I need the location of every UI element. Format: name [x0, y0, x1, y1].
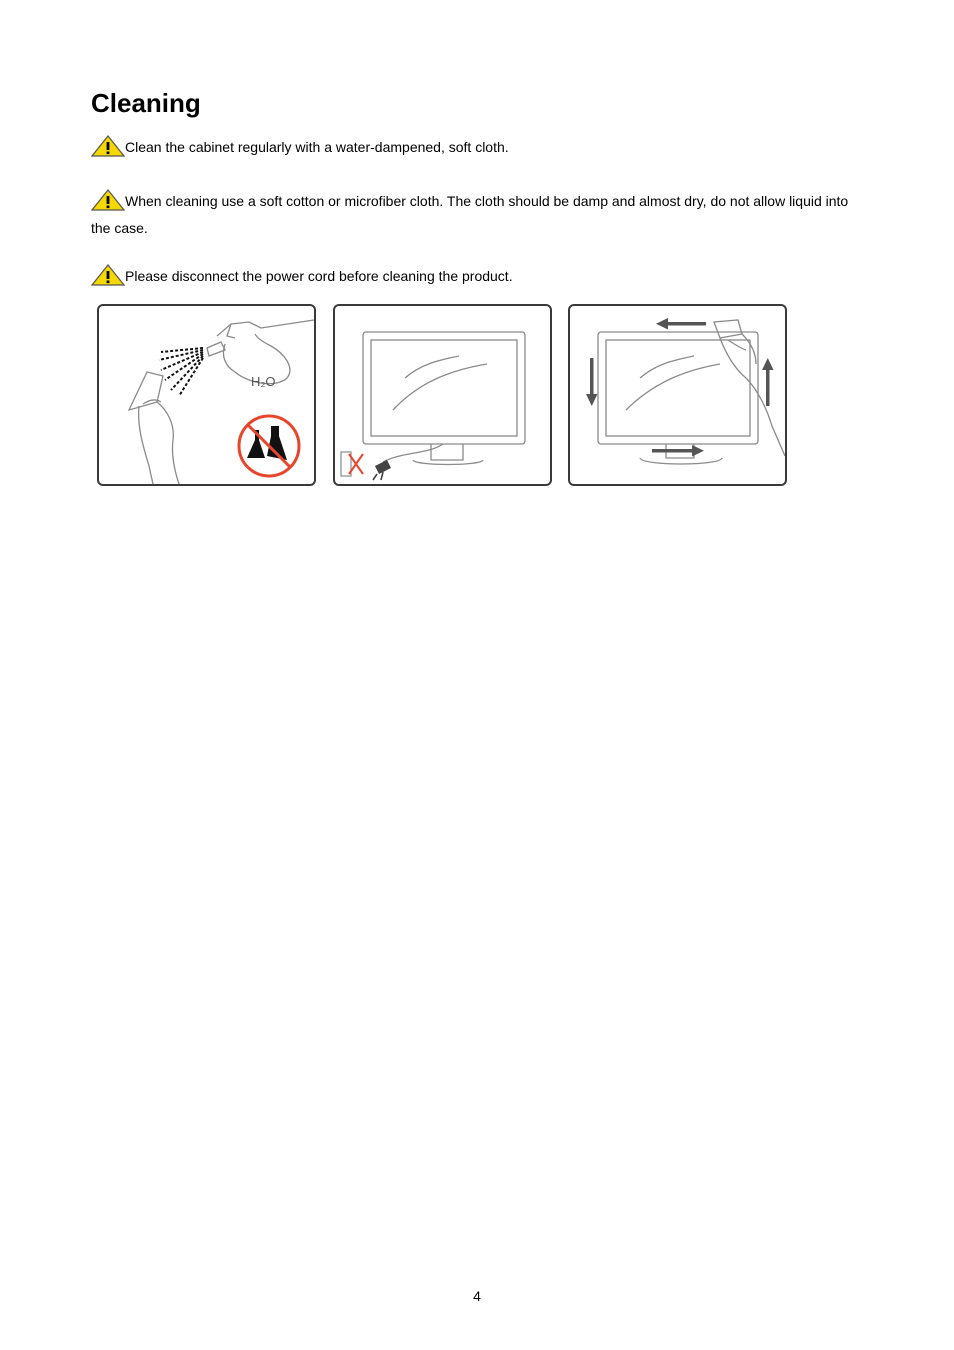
arrow-up-icon — [762, 358, 774, 406]
warning-item-2 — [91, 188, 861, 242]
warning-text: Clean the cabinet regularly with a water-dampened, soft cloth. — [125, 139, 509, 155]
warning-item-3 — [91, 263, 861, 290]
illustration-unplug-monitor — [333, 304, 552, 486]
power-cord-icon — [383, 444, 443, 462]
cleaning-illustrations — [96, 304, 790, 490]
arrow-right-icon — [652, 445, 704, 457]
warning-item-1 — [91, 134, 861, 161]
spray-mist-icon — [159, 348, 203, 396]
no-chemicals-icon — [239, 416, 299, 476]
warning-text: When cleaning use a soft cotton or microfiber cloth. The cloth should be damp and almost dry, do not allow liquid into the case. — [91, 193, 849, 236]
arrow-down-icon — [586, 358, 598, 406]
warning-triangle-icon — [91, 264, 125, 286]
arrow-left-icon — [656, 318, 706, 330]
outlet-icon — [341, 452, 363, 476]
warning-triangle-icon — [91, 135, 125, 157]
warning-triangle-icon — [91, 189, 125, 211]
h2o-label: H₂O — [251, 374, 276, 389]
plug-icon — [373, 460, 391, 480]
page-title: Cleaning — [91, 88, 201, 118]
page-number: 4 — [473, 1288, 481, 1304]
monitor-icon — [363, 332, 525, 465]
warning-text: Please disconnect the power cord before cleaning the product. — [125, 268, 513, 284]
monitor-icon — [598, 332, 758, 464]
illustration-wipe-directions — [568, 304, 787, 486]
illustration-spray-cloth — [97, 304, 316, 486]
